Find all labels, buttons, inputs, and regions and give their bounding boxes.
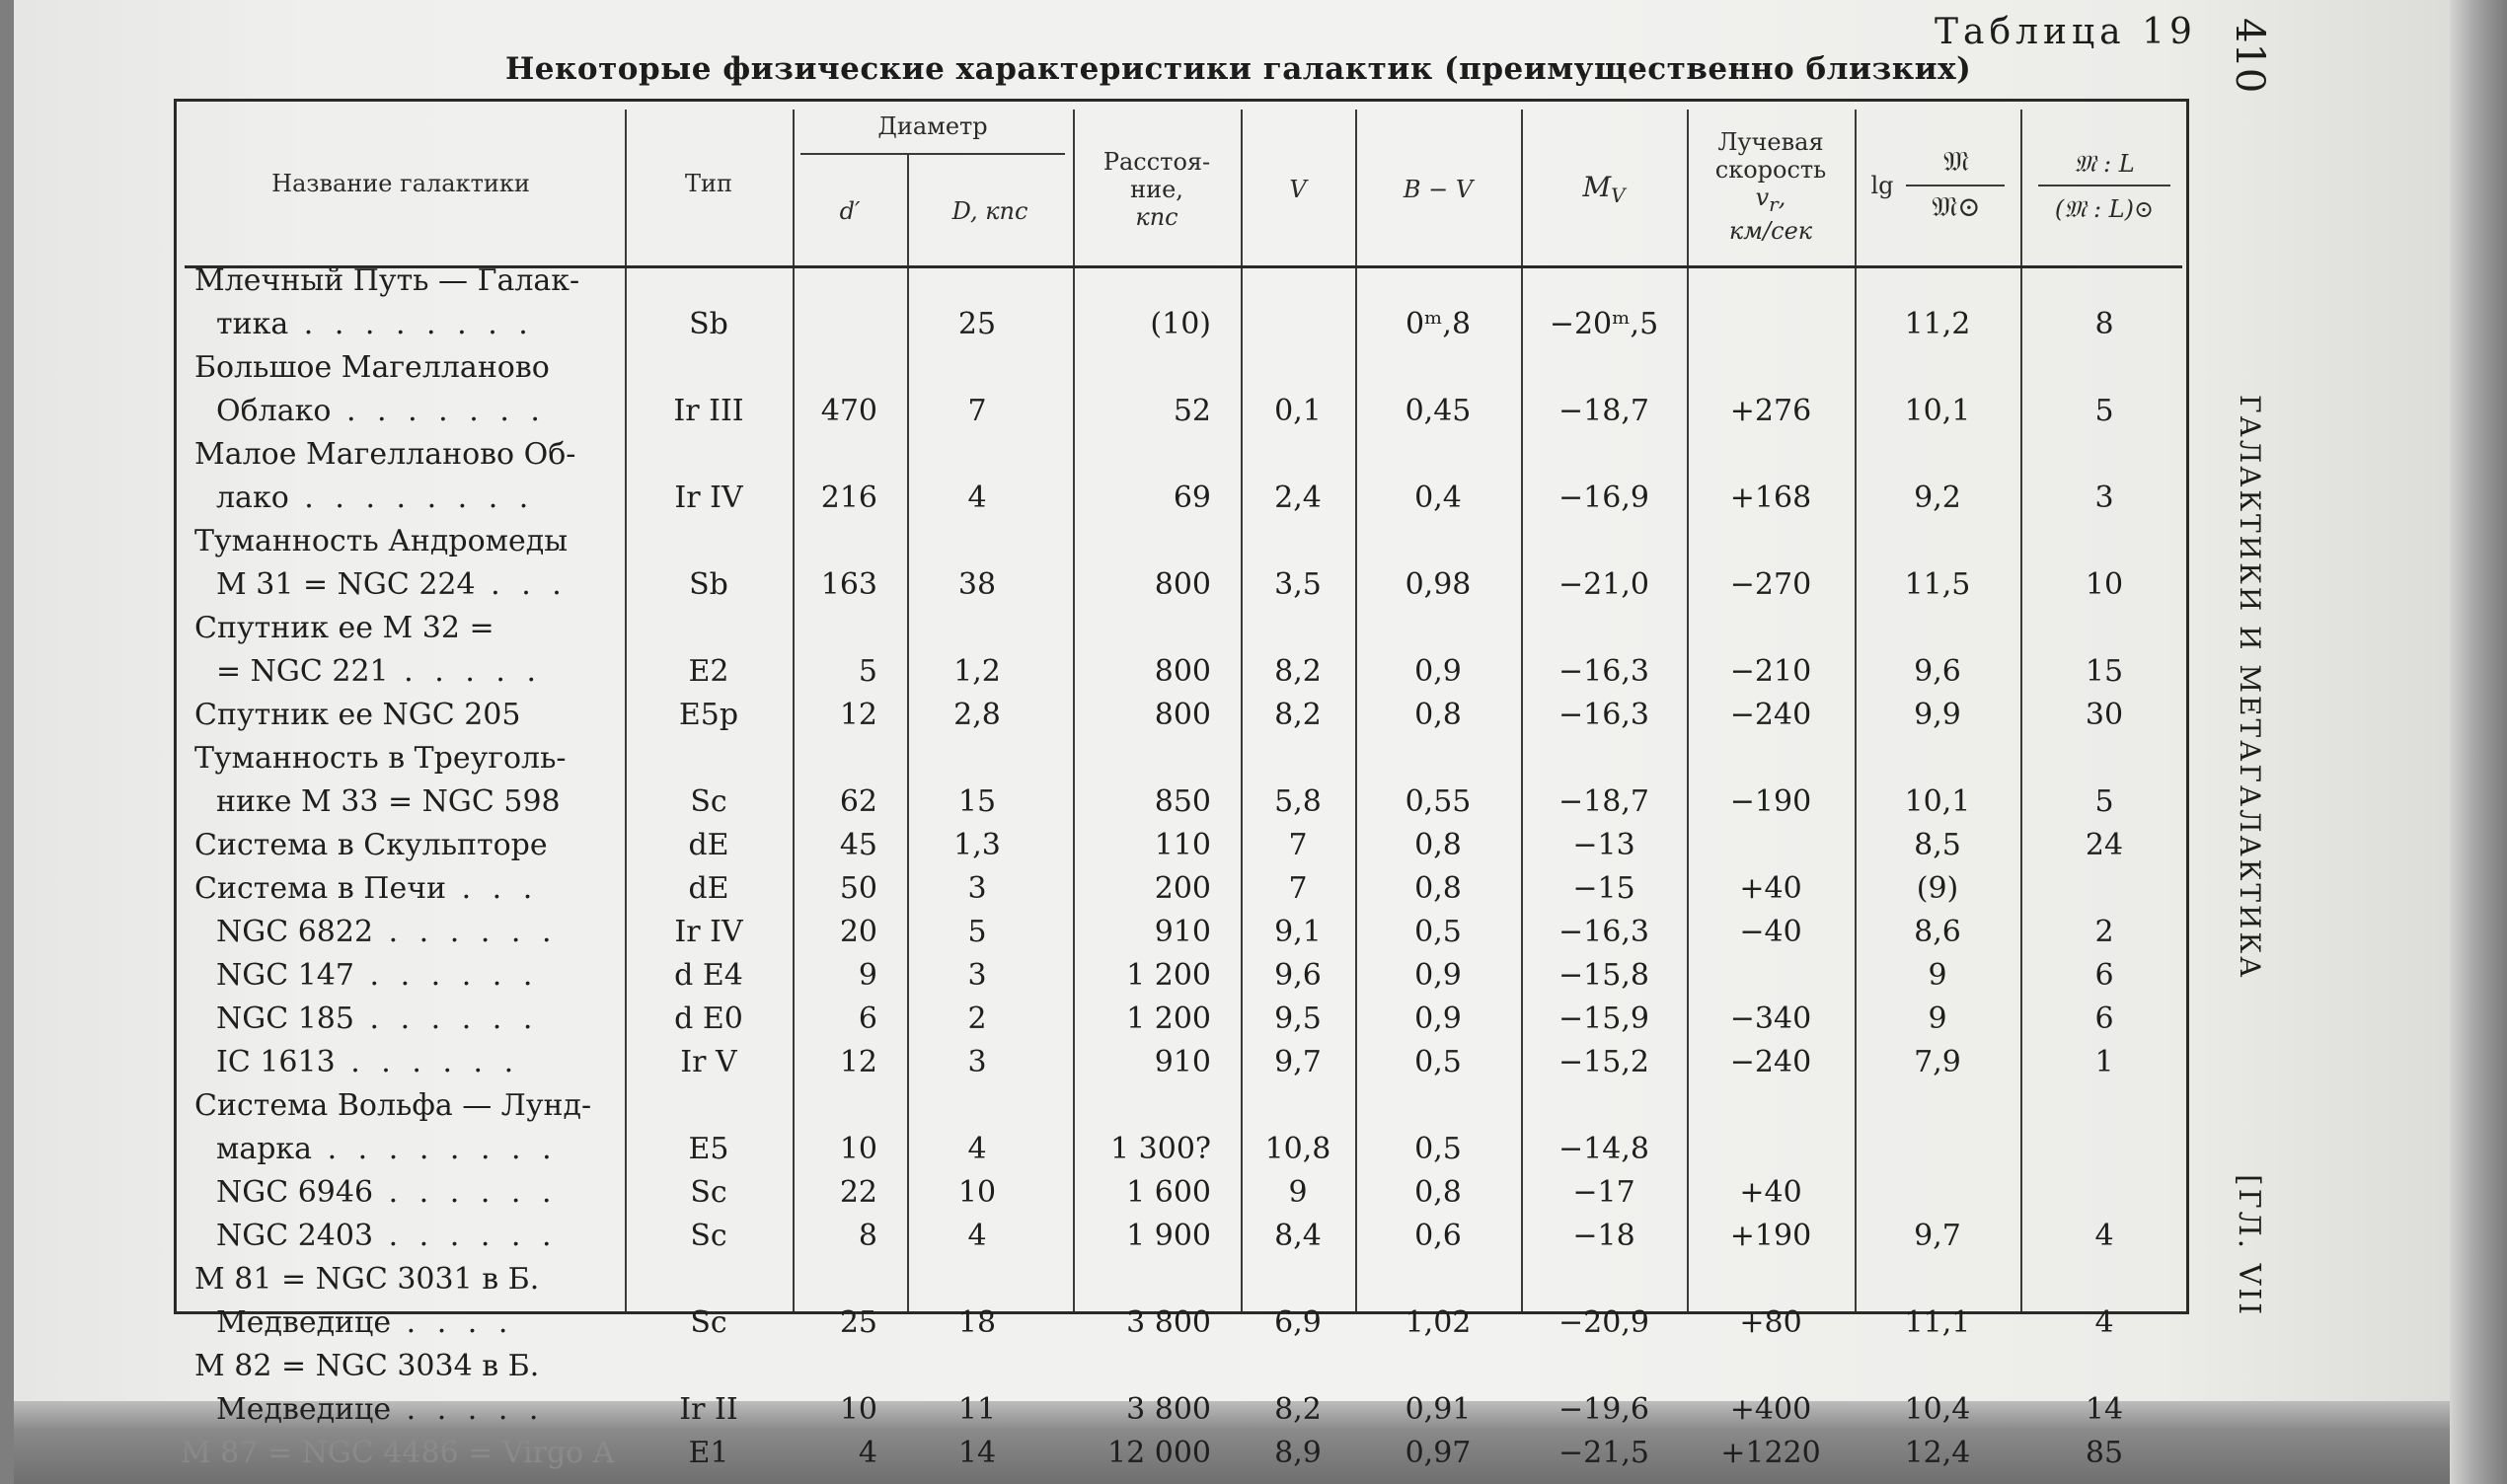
table-label: Таблица 19 [1935, 12, 2197, 52]
cell-type: E1 [688, 1436, 729, 1470]
cell-V: 10,8 [1264, 1132, 1331, 1166]
cell-vr: −190 [1729, 784, 1812, 819]
galaxy-name-line1: Млечный Путь — Галак- [194, 263, 580, 298]
galaxy-name-line1: M 81 = NGC 3031 в Б. [194, 1262, 540, 1297]
galaxy-name-text: Спутник ее NGC 205 [194, 698, 521, 732]
galaxy-name [194, 828, 548, 863]
cell-V: 8,2 [1274, 1392, 1322, 1427]
cell-D: 7 [967, 394, 987, 428]
cell-lgM: 11,2 [1904, 307, 1971, 341]
galaxy-name [216, 1132, 558, 1167]
lgm-fraction-bar [1906, 185, 2005, 186]
header-mv-sub: V [1611, 183, 1626, 207]
header-distance-2: ние, [1130, 176, 1183, 203]
cell-D: 3 [967, 871, 987, 906]
header-ml-num: 𝔐 : L [2074, 150, 2135, 178]
cell-MV: −21,5 [1558, 1436, 1649, 1470]
cell-type: Ir V [680, 1045, 737, 1079]
cell-d: 5 [858, 654, 877, 689]
cell-MV: −20ᵐ,5 [1549, 307, 1659, 341]
cell-d: 8 [858, 1219, 877, 1253]
cell-type: E5p [678, 698, 739, 732]
cell-lgM: 10,1 [1904, 784, 1971, 819]
cell-MV: −16,3 [1558, 698, 1649, 732]
cell-type: Sc [690, 1219, 727, 1253]
cell-lgM: (9) [1916, 871, 1959, 906]
cell-type: Ir III [673, 394, 744, 428]
cell-d: 50 [839, 871, 877, 906]
cell-lgM: 10,1 [1904, 394, 1971, 428]
galaxy-name-text: NGC 147 [216, 958, 354, 993]
cell-dist: 1 300? [1110, 1132, 1211, 1166]
galaxy-name-text: марка [216, 1132, 313, 1166]
cell-vr: +400 [1729, 1392, 1812, 1427]
leader-dots: . . . . . [388, 654, 543, 689]
cell-ML: 3 [2094, 481, 2114, 515]
header-vr-symbol: v [1755, 184, 1770, 211]
cell-D: 3 [967, 958, 987, 993]
cell-vr: +80 [1739, 1305, 1802, 1340]
cell-BV: 0ᵐ,8 [1405, 307, 1472, 341]
galaxy-name-text: нике M 33 = NGC 598 [216, 784, 561, 819]
cell-BV: 0,8 [1414, 871, 1462, 906]
cell-MV: −18 [1572, 1219, 1635, 1253]
running-head: ГАЛАКТИКИ И МЕТАГАЛАКТИКА [2234, 395, 2266, 981]
cell-dist: 800 [1154, 654, 1211, 689]
cell-D: 18 [957, 1305, 997, 1340]
cell-type: dE [688, 871, 729, 906]
galaxy-name-text: тика [216, 307, 289, 341]
cell-D: 1,2 [953, 654, 1001, 689]
cell-type: dE [688, 828, 729, 862]
cell-V: 8,2 [1274, 698, 1322, 732]
cell-V: 9,6 [1274, 958, 1322, 993]
cell-d: 10 [839, 1132, 877, 1166]
cell-type: d E4 [674, 958, 743, 993]
galaxy-name [216, 1045, 519, 1080]
galaxy-table [174, 99, 2189, 1470]
galaxy-name [216, 958, 538, 994]
cell-BV: 0,5 [1414, 915, 1462, 949]
cell-dist: 1 900 [1126, 1219, 1211, 1253]
header-lgm-num: 𝔐 [1943, 145, 1969, 178]
cell-V: 8,9 [1274, 1436, 1322, 1470]
cell-d: 163 [820, 567, 877, 602]
cell-lgM: 9,6 [1914, 654, 1961, 689]
diameter-rule [800, 153, 1065, 155]
page-edge [2450, 0, 2507, 1484]
galaxy-name-text: Облако [216, 394, 332, 428]
cell-ML: 5 [2094, 784, 2114, 819]
cell-lgM: 9 [1928, 958, 1947, 993]
cell-d: 10 [839, 1392, 877, 1427]
leader-dots: . . . . . . . . [288, 481, 535, 515]
cell-dist: 110 [1154, 828, 1211, 862]
page-number: 410 [2227, 18, 2272, 94]
cell-ML: 10 [2085, 567, 2124, 602]
cell-ML: 15 [2085, 654, 2124, 689]
cell-BV: 0,91 [1405, 1392, 1472, 1427]
cell-BV: 0,6 [1414, 1219, 1462, 1253]
cell-d: 6 [858, 1002, 877, 1036]
cell-MV: −14,8 [1558, 1132, 1649, 1166]
cell-BV: 0,97 [1405, 1436, 1472, 1470]
cell-V: 6,9 [1274, 1305, 1322, 1340]
galaxy-name-line1: Туманность Андромеды [194, 524, 569, 558]
cell-vr: +40 [1739, 1175, 1802, 1210]
header-vr-3: $v_r$, [1755, 184, 1786, 216]
cell-D: 4 [967, 1132, 987, 1166]
cell-lgM: 11,5 [1904, 567, 1971, 602]
cell-vr: −270 [1729, 567, 1812, 602]
galaxy-name [216, 567, 568, 603]
leader-dots: . . . . . . [335, 1045, 520, 1079]
galaxy-name [216, 1175, 558, 1211]
cell-vr: +168 [1729, 481, 1812, 515]
cell-type: d E0 [674, 1002, 743, 1036]
galaxy-name-text: IC 1613 [216, 1045, 336, 1079]
cell-BV: 0,4 [1414, 481, 1462, 515]
cell-vr: +190 [1729, 1219, 1812, 1253]
cell-ML: 14 [2085, 1392, 2124, 1427]
cell-lgM: 8,5 [1914, 828, 1961, 862]
cell-D: 4 [967, 481, 987, 515]
cell-dist: 800 [1154, 567, 1211, 602]
cell-d: 62 [839, 784, 877, 819]
cell-BV: 0,5 [1414, 1045, 1462, 1079]
cell-type: Ir II [679, 1392, 738, 1427]
galaxy-name-text: NGC 6822 [216, 915, 374, 949]
header-distance-1: Расстоя- [1102, 148, 1211, 176]
galaxy-name [194, 698, 520, 733]
cell-ML: 8 [2094, 307, 2114, 341]
cell-BV: 1,02 [1405, 1305, 1472, 1340]
cell-d: 22 [839, 1175, 877, 1210]
cell-MV: −15,2 [1558, 1045, 1649, 1079]
cell-BV: 0,8 [1414, 828, 1462, 862]
cell-MV: −19,6 [1558, 1392, 1649, 1427]
cell-D: 10 [957, 1175, 997, 1210]
galaxy-name-text: M 31 = NGC 224 [216, 567, 476, 602]
cell-V: 7 [1288, 828, 1308, 862]
header-mv-main: M [1582, 171, 1612, 203]
cell-ML: 6 [2094, 958, 2114, 993]
cell-BV: 0,55 [1405, 784, 1472, 819]
chapter-number: [ГЛ. VII [2232, 1174, 2266, 1318]
cell-lgM: 9 [1928, 1002, 1947, 1036]
cell-d: 216 [820, 481, 877, 515]
cell-MV: −20,9 [1558, 1305, 1649, 1340]
cell-lgM: 8,6 [1914, 915, 1961, 949]
header-vr-1: Лучевая [1717, 128, 1824, 156]
cell-ML: 4 [2094, 1219, 2114, 1253]
cell-lgM: 9,7 [1914, 1219, 1961, 1253]
header-bv: B − V [1403, 176, 1474, 203]
galaxy-name [216, 1305, 513, 1341]
cell-BV: 0,9 [1414, 654, 1462, 689]
cell-vr: −340 [1729, 1002, 1812, 1036]
cell-MV: −16,3 [1558, 915, 1649, 949]
cell-V: 2,4 [1274, 481, 1322, 515]
cell-BV: 0,9 [1414, 1002, 1462, 1036]
leader-dots: . . . . . . [373, 1219, 558, 1253]
cell-dist: 52 [1173, 394, 1211, 428]
cell-type: Ir IV [674, 481, 743, 515]
galaxy-name-text: = NGC 221 [216, 654, 389, 689]
header-vr-sub: r [1769, 191, 1779, 216]
galaxy-name [216, 1392, 544, 1428]
galaxy-name-text: лако [216, 481, 289, 515]
header-lg: lg [1870, 172, 1894, 199]
cell-type: E5 [688, 1132, 729, 1166]
cell-V: 9 [1288, 1175, 1308, 1210]
cell-V: 9,5 [1274, 1002, 1322, 1036]
cell-D: 14 [957, 1436, 997, 1470]
cell-dist: 12 000 [1107, 1436, 1211, 1470]
leader-dots: . . . . . . . . [312, 1132, 558, 1166]
cell-lgM: 12,4 [1904, 1436, 1971, 1470]
galaxy-name-line1: Туманность в Треуголь- [194, 741, 567, 776]
cell-V: 0,1 [1274, 394, 1322, 428]
cell-type: E2 [688, 654, 729, 689]
cell-vr: −240 [1729, 1045, 1812, 1079]
cell-V: 8,2 [1274, 654, 1322, 689]
cell-dist: 1 200 [1126, 1002, 1211, 1036]
cell-MV: −15,9 [1558, 1002, 1649, 1036]
header-type: Тип [685, 170, 732, 197]
galaxy-name-line1: Малое Магелланово Об- [194, 437, 576, 472]
leader-dots: . . . . . . [373, 1175, 558, 1210]
galaxy-name-line1: M 82 = NGC 3034 в Б. [194, 1349, 540, 1383]
cell-BV: 0,45 [1405, 394, 1472, 428]
cell-MV: −21,0 [1558, 567, 1649, 602]
galaxy-name-text: NGC 2403 [216, 1219, 374, 1253]
galaxy-name [181, 1436, 614, 1471]
header-lgm-den: 𝔐⊙ [1932, 190, 1981, 223]
cell-D: 38 [957, 567, 997, 602]
cell-D: 1,3 [953, 828, 1001, 862]
cell-lgM: 11,1 [1904, 1305, 1971, 1340]
header-v: V [1289, 176, 1307, 203]
galaxy-name [194, 871, 538, 907]
cell-dist: 1 600 [1126, 1175, 1211, 1210]
cell-lgM: 9,2 [1914, 481, 1961, 515]
cell-ML: 85 [2085, 1436, 2124, 1470]
cell-d: 470 [820, 394, 877, 428]
galaxy-name [216, 1219, 558, 1254]
header-vr-2: скорость [1714, 156, 1827, 184]
cell-vr: +276 [1729, 394, 1812, 428]
leader-dots: . . . [446, 871, 539, 906]
cell-ML: 2 [2094, 915, 2114, 949]
galaxy-name-text: Медведице [216, 1305, 392, 1340]
cell-d: 4 [858, 1436, 877, 1470]
cell-ML: 1 [2094, 1045, 2114, 1079]
cell-vr: +1220 [1720, 1436, 1821, 1470]
cell-V: 3,5 [1274, 567, 1322, 602]
cell-d: 9 [858, 958, 877, 993]
cell-dist: 910 [1154, 1045, 1211, 1079]
cell-ML: 30 [2085, 698, 2124, 732]
cell-ML: 6 [2094, 1002, 2114, 1036]
cell-vr: +40 [1739, 871, 1802, 906]
cell-MV: −18,7 [1558, 784, 1649, 819]
header-name: Название галактики [271, 170, 530, 197]
cell-D: 4 [967, 1219, 987, 1253]
cell-D: 3 [967, 1045, 987, 1079]
cell-dist: (10) [1150, 307, 1211, 341]
col-divider [793, 110, 795, 1311]
cell-MV: −18,7 [1558, 394, 1649, 428]
cell-V: 8,4 [1274, 1219, 1322, 1253]
cell-d: 20 [839, 915, 877, 949]
leader-dots: . . . . . . . [331, 394, 546, 428]
cell-MV: −13 [1572, 828, 1635, 862]
cell-d: 12 [839, 698, 877, 732]
cell-type: Sb [689, 567, 728, 602]
cell-dist: 3 800 [1126, 1392, 1211, 1427]
cell-dist: 200 [1154, 871, 1211, 906]
cell-dist: 1 200 [1126, 958, 1211, 993]
cell-type: Sc [690, 784, 727, 819]
galaxy-name [216, 394, 546, 429]
cell-vr: −210 [1729, 654, 1812, 689]
leader-dots: . . . . . . [353, 958, 539, 993]
galaxy-name [216, 784, 561, 820]
header-vr-4: км/сек [1728, 217, 1813, 245]
cell-D: 15 [957, 784, 997, 819]
cell-type: Sc [690, 1175, 727, 1210]
cell-V: 7 [1288, 871, 1308, 906]
header-distance-3: кпс [1135, 203, 1178, 231]
cell-BV: 0,8 [1414, 698, 1462, 732]
leader-dots: . . . [475, 567, 568, 602]
leader-dots: . . . . . . [373, 915, 558, 949]
galaxy-name [216, 654, 542, 690]
cell-dist: 69 [1173, 481, 1211, 515]
leader-dots: . . . . . . . . [288, 307, 534, 341]
table-caption: Некоторые физические характеристики галактик (преимущественно близких) [505, 51, 1972, 87]
galaxy-name-text: M 87 = NGC 4486 = Virgo A [181, 1436, 615, 1470]
cell-MV: −16,9 [1558, 481, 1649, 515]
galaxy-name [216, 481, 534, 516]
header-d-kpc: D, кпс [951, 197, 1028, 225]
galaxy-name-text: NGC 6946 [216, 1175, 374, 1210]
cell-type: Sb [689, 307, 728, 341]
cell-V: 5,8 [1274, 784, 1322, 819]
cell-dist: 800 [1154, 698, 1211, 732]
cell-lgM: 9,9 [1914, 698, 1961, 732]
cell-lgM: 7,9 [1914, 1045, 1961, 1079]
cell-d: 45 [839, 828, 877, 862]
galaxy-name [216, 915, 558, 950]
cell-V: 9,1 [1274, 915, 1322, 949]
cell-vr: −240 [1729, 698, 1812, 732]
ml-fraction-bar [2038, 185, 2170, 186]
galaxy-name-line1: Система Вольфа — Лунд- [194, 1088, 592, 1123]
cell-BV: 0,5 [1414, 1132, 1462, 1166]
cell-ML: 24 [2085, 828, 2124, 862]
cell-dist: 3 800 [1126, 1305, 1211, 1340]
galaxy-name-text: Система в Скульпторе [194, 828, 548, 862]
cell-d: 12 [839, 1045, 877, 1079]
galaxy-name-text: NGC 185 [216, 1002, 354, 1036]
cell-type: Sc [690, 1305, 727, 1340]
galaxy-name-text: Медведице [216, 1392, 392, 1427]
leader-dots: . . . . . [391, 1392, 545, 1427]
cell-type: Ir IV [674, 915, 743, 949]
cell-dist: 910 [1154, 915, 1211, 949]
galaxy-name-line1: Большое Магелланово [194, 350, 550, 385]
galaxy-name [216, 1002, 538, 1037]
cell-MV: −17 [1572, 1175, 1635, 1210]
header-mv [1521, 173, 1687, 210]
header-d-arcmin: d′ [839, 197, 861, 225]
header-ml-den: (𝔐 : L)⊙ [2054, 195, 2155, 223]
cell-BV: 0,98 [1405, 567, 1472, 602]
cell-MV: −15,8 [1558, 958, 1649, 993]
leader-dots: . . . . . . [353, 1002, 539, 1036]
cell-ML: 5 [2094, 394, 2114, 428]
cell-D: 11 [957, 1392, 997, 1427]
header-diameter: Диаметр [877, 112, 988, 140]
leader-dots: . . . . [391, 1305, 514, 1340]
cell-MV: −16,3 [1558, 654, 1649, 689]
cell-D: 2 [967, 1002, 987, 1036]
cell-vr: −40 [1739, 915, 1802, 949]
cell-D: 25 [957, 307, 997, 341]
cell-D: 2,8 [953, 698, 1001, 732]
galaxy-name [216, 307, 534, 342]
cell-D: 5 [967, 915, 987, 949]
cell-d: 25 [839, 1305, 877, 1340]
cell-MV: −15 [1572, 871, 1635, 906]
galaxy-name-line1: Спутник ее M 32 = [194, 611, 494, 645]
cell-dist: 850 [1154, 784, 1211, 819]
cell-BV: 0,8 [1414, 1175, 1462, 1210]
cell-BV: 0,9 [1414, 958, 1462, 993]
cell-ML: 4 [2094, 1305, 2114, 1340]
cell-lgM: 10,4 [1904, 1392, 1971, 1427]
cell-V: 9,7 [1274, 1045, 1322, 1079]
galaxy-name-text: Система в Печи [194, 871, 447, 906]
